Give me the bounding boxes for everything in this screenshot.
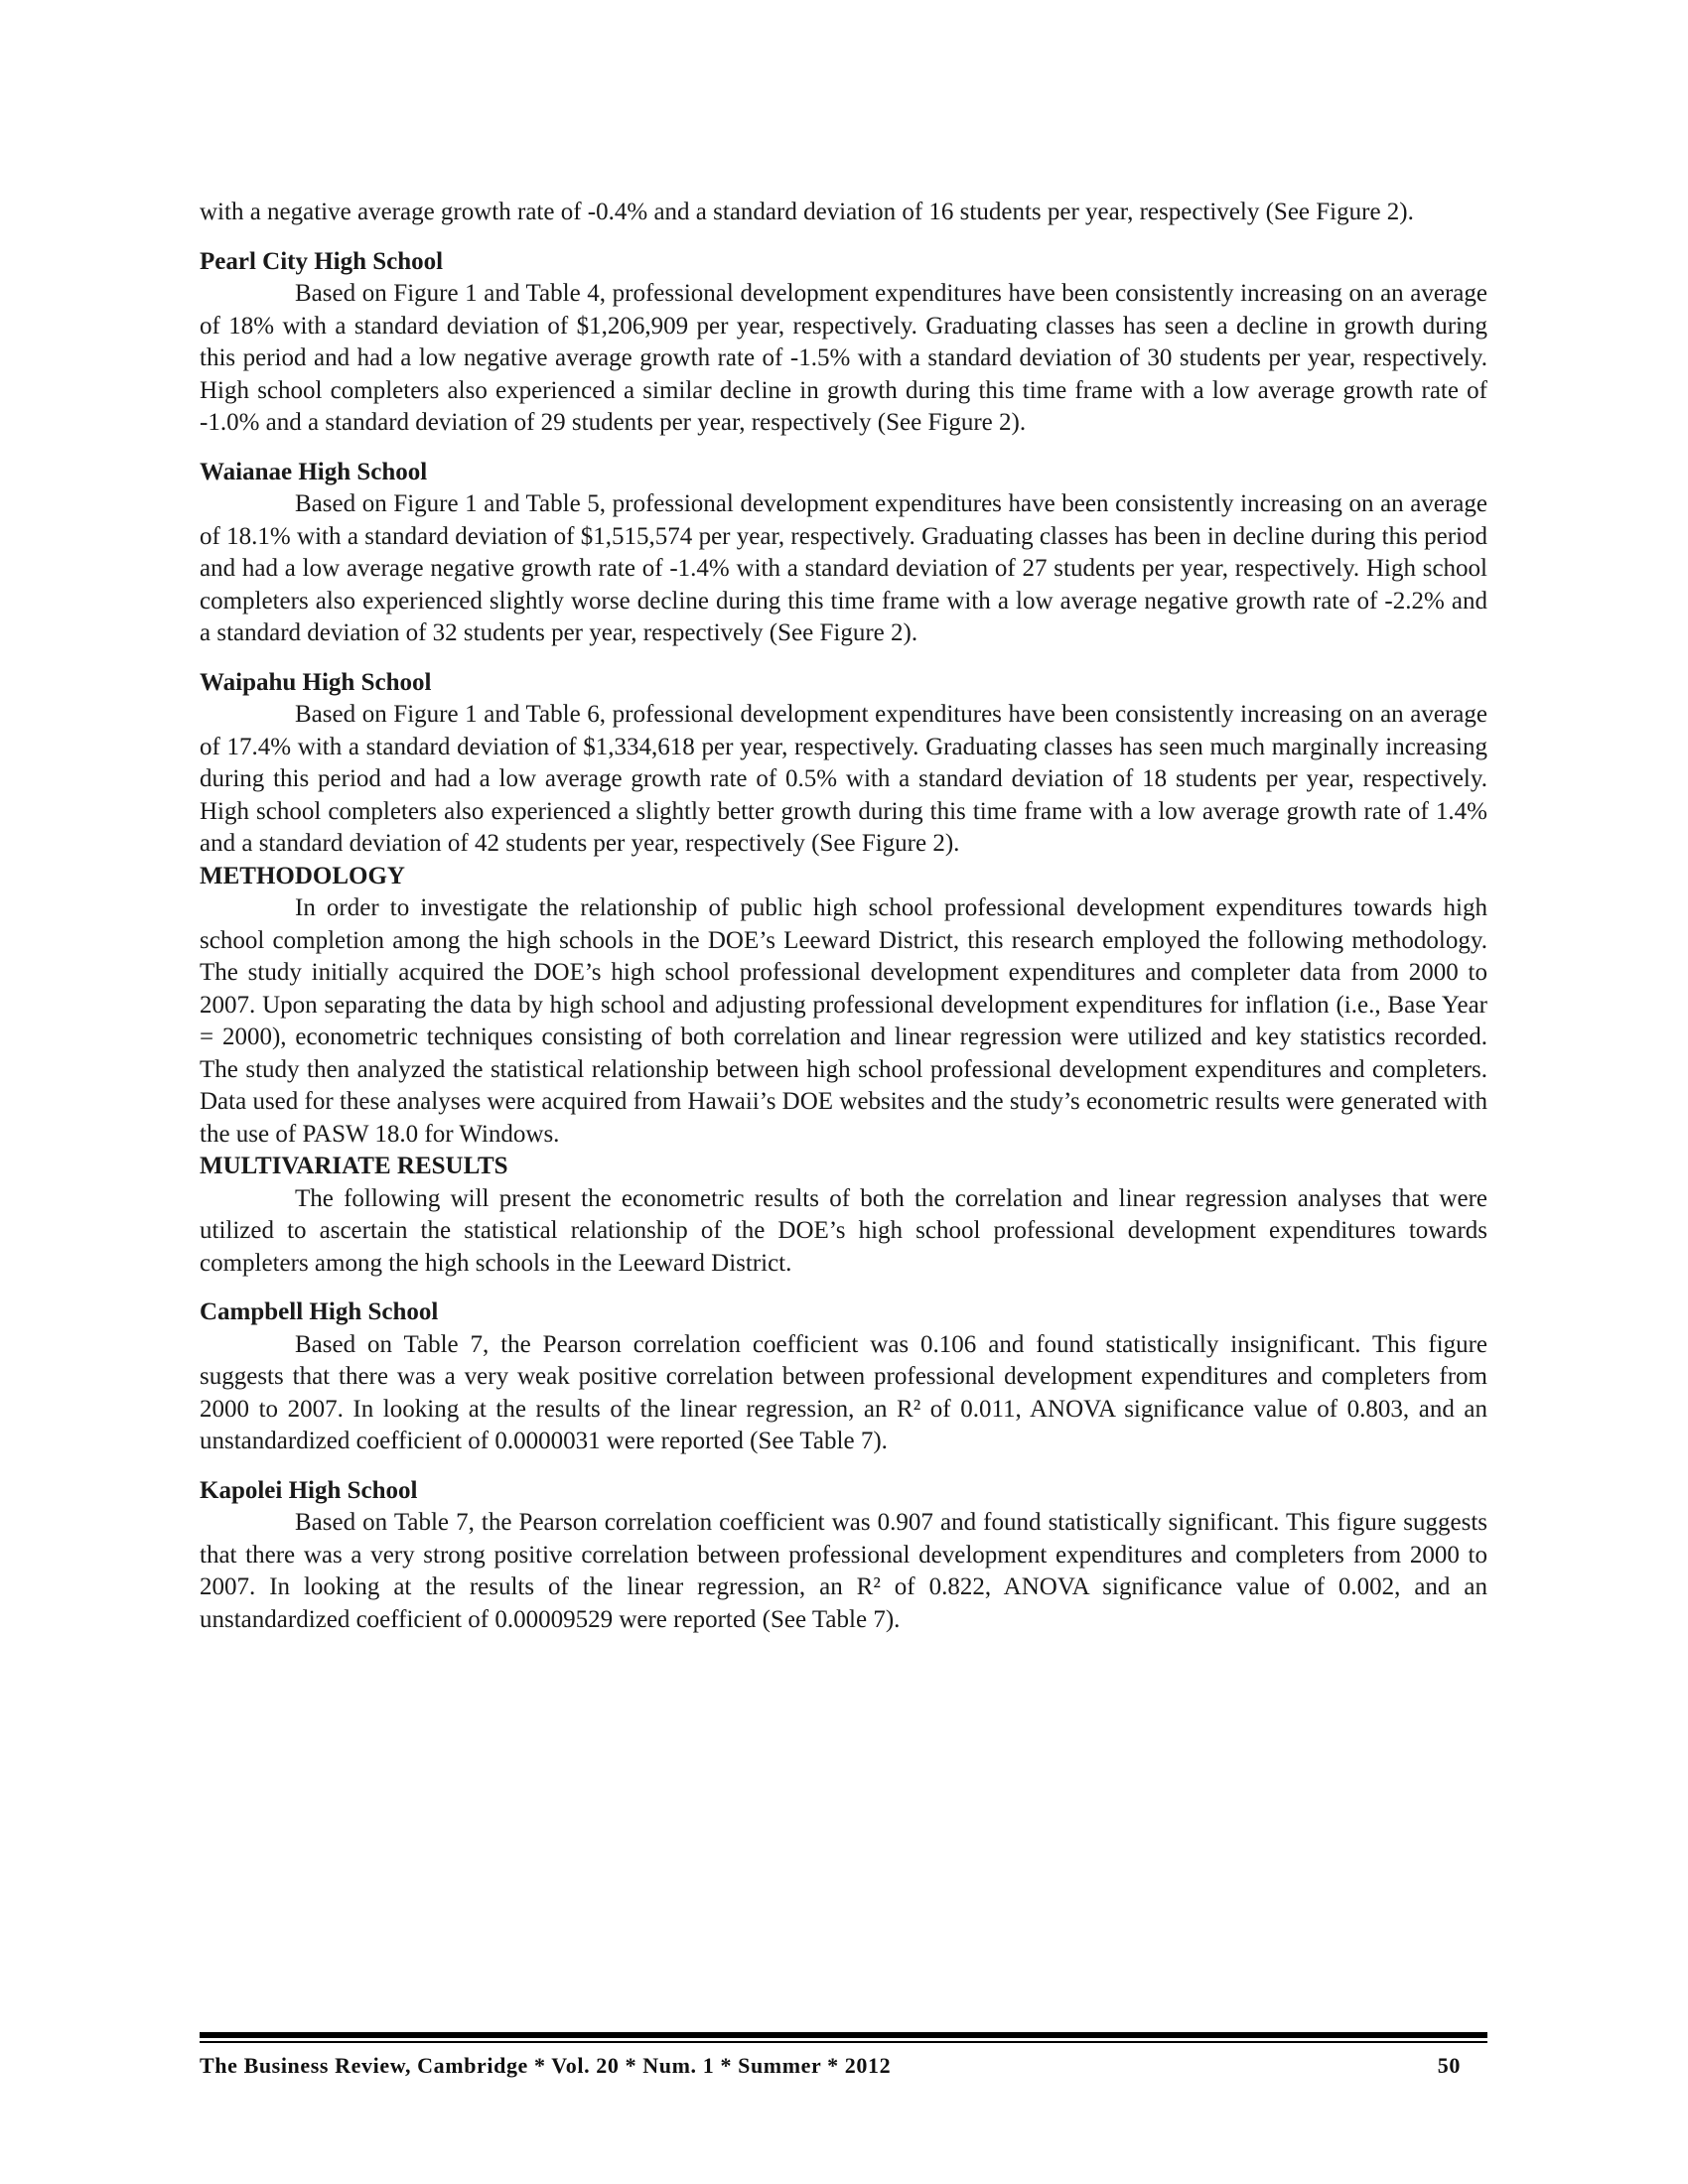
footer-journal-title: The Business Review, Cambridge * Vol. 20 * Num. 1 * Summer * 2012: [200, 2053, 892, 2078]
section-kapolei: [200, 1475, 1487, 1637]
intro-paragraph: with a negative average growth rate of -0.4% and a standard deviation of 16 students per year, respectively (See Figure 2).: [200, 199, 1414, 225]
section-paragraph: Based on Figure 1 and Table 4, professional development expenditures have been consistently increasing on an average of 18% with a standard deviation of $1,206,909 per year, respectively. Graduating classes has seen a decline in growth during this period and had a low negative average growth rate of -1.5% with a standard deviation of 30 students per year, respectively. High school completers also experienced a similar decline in growth during this time frame with a low average growth rate of -1.0% and a standard deviation of 29 students per year, respectively (See Figure 2).: [200, 280, 1487, 436]
footer-rule: [200, 2032, 1487, 2038]
methodology-paragraph: In order to investigate the relationship of public high school professional development expenditures towards high school completion among the high schools in the DOE’s Leeward District, this research employed the following methodology. The study initially acquired the DOE’s high school professional development expenditures and completer data from 2000 to 2007. Upon separating the data by high school and adjusting professional development expenditures for inflation (i.e., Base Year = 2000), econometric techniques consisting of both correlation and linear regression were utilized and key statistics recorded. The study then analyzed the statistical relationship between high school professional development expenditures and completers. Data used for these analyses were acquired from Hawaii’s DOE websites and the study’s econometric results were generated with the use of PASW 18.0 for Windows.: [200, 894, 1487, 1148]
section-waianae: [200, 457, 1487, 650]
footer-rule-thin: [200, 2041, 1487, 2043]
multivariate-heading: MULTIVARIATE RESULTS: [200, 1153, 508, 1179]
section-campbell: [200, 1297, 1487, 1458]
section-paragraph: Based on Table 7, the Pearson correlation coefficient was 0.907 and found statistically significant. This figure suggests that there was a very strong positive correlation between professional development expenditures and completers from 2000 to 2007. In looking at the results of the linear regression, an R² of 0.822, ANOVA significance value of 0.002, and an unstandardized coefficient of 0.00009529 were reported (See Table 7).: [200, 1509, 1487, 1633]
section-paragraph: Based on Figure 1 and Table 6, professional development expenditures have been consistently increasing on an average of 17.4% with a standard deviation of $1,334,618 per year, respectively. Graduating classes has seen much marginally increasing during this period and had a low average growth rate of 0.5% with a standard deviation of 18 students per year, respectively. High school completers also experienced a slightly better growth during this time frame with a low average growth rate of 1.4% and a standard deviation of 42 students per year, respectively (See Figure 2).: [200, 701, 1487, 857]
section-heading: Waianae High School: [200, 458, 428, 485]
section-heading: Waipahu High School: [200, 668, 432, 696]
multivariate-paragraph: The following will present the econometric results of both the correlation and linear regression analyses that were utilized to ascertain the statistical relationship of the DOE’s high school professional development expenditures towards completers among the high schools in the Leeward District.: [200, 1184, 1487, 1277]
page-number: 50: [1437, 2053, 1461, 2078]
section-waipahu: [200, 667, 1487, 861]
section-heading: Pearl City High School: [200, 247, 444, 275]
section-paragraph: Based on Figure 1 and Table 5, professional development expenditures have been consistently increasing on an average of 18.1% with a standard deviation of $1,515,574 per year, respectively. Graduating classes has been in decline during this period and had a low average negative growth rate of -1.4% with a standard deviation of 27 students per year, respectively. High school completers also experienced slightly worse decline during this time frame with a low average negative growth rate of -2.2% and a standard deviation of 32 students per year, respectively (See Figure 2).: [200, 490, 1487, 646]
section-heading: Campbell High School: [200, 1298, 439, 1325]
section-pearl-city: [200, 246, 1487, 440]
section-paragraph: Based on Table 7, the Pearson correlation coefficient was 0.106 and found statistically insignificant. This figure suggests that there was a very weak positive correlation between professional development expenditures and completers from 2000 to 2007. In looking at the results of the linear regression, an R² of 0.011, ANOVA significance value of 0.803, and an unstandardized coefficient of 0.0000031 were reported (See Table 7).: [200, 1330, 1487, 1454]
section-heading: Kapolei High School: [200, 1476, 418, 1504]
page-body: [200, 197, 1487, 1636]
methodology-heading: METHODOLOGY: [200, 862, 405, 889]
